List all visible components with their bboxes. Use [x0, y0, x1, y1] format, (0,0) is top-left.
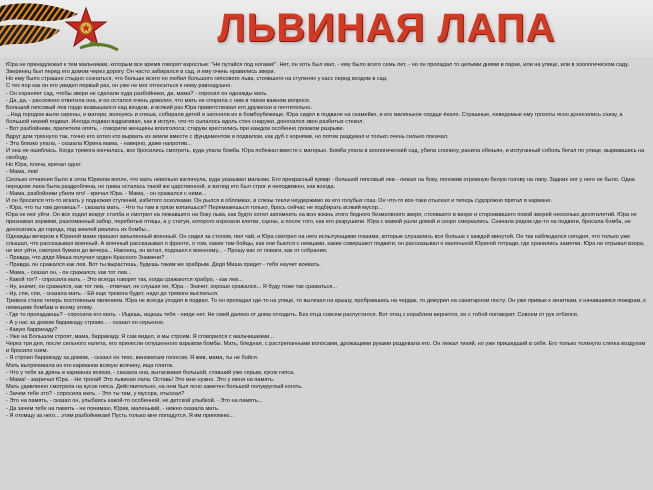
story-paragraph: - Я отомщу за него... этим разбойникам! Пусть только мне попадутся. Я им припомню...: [6, 412, 235, 419]
story-paragraph: - Мама, лев!: [6, 169, 39, 176]
story-paragraph: - Какой тот? - спросила мать. - Это всегда говорят так, когда сражаются храбро, - как лев...: [6, 276, 243, 283]
story-paragraph: - Ну, значит, он сражался, как тот лев, - отвечал, не слушая ее, Юра. - Значит, хорошо сражался... Я буду тоже так сражаться...: [6, 283, 337, 290]
story-paragraph: - Что у тебя за дрянь в карманах всякая, - сказала она, вытаскивая большой, ставший уже серым, кусок гипса.: [6, 369, 295, 376]
story-paragraph: - Юра, что ты там делаешь? - сказала мать. - Что ты там в грязи копаешься? Перемажешься только, брось сейчас не подбирать всякий мусор...: [6, 205, 383, 212]
story-paragraph: Большой гипсовый лев гордо возвышался над входом, и всякий раз Юра приветствовал его дружески и почтительно.: [6, 104, 313, 111]
story-paragraph: - А у нас за домом баррикаду строим... - сказал он серьезно.: [6, 319, 165, 326]
story-paragraph: - Где то пропадаешь? - спросила его мать. - Ищешь, ищешь тебя - нигде нет. Не смей далеко от дома отходить. Без отца совсем распустился. Вот отец с кораблем вернется, он с тобой поговорит. Совсем от рук отбился.: [6, 312, 579, 319]
story-paragraph: - Мама, - сказал он, - он сражался, как тот лев...: [6, 269, 132, 276]
slide-header: [0, 0, 653, 58]
story-paragraph: Однажды вечером к Юриной маме пришел запыленный военный. Он сидел за столом, пил чай, и Юра смотрел на него испытующими глазами, которые слушались все больше с каждой минутой. Он так наблюдался сегодня, что только уже слышал, что рассказывал военный. А военный рассказывал о фронте, о том, какие там бойцы, как они бьются с немцами, какие совершают подвиги; он рассказывал о маленькой Юриной тетради, где хранились заметки. Юра не отрывал взора, не мог уйти, смотрел бумаги до вечера... Наконец, он встал, подошел к военному... - Прошу вас от поваги, как от собрания.: [6, 233, 645, 255]
story-paragraph: Мать вытряхивала из его карманов всякую всячину, ища платок.: [6, 362, 174, 369]
story-paragraph: - Да, да, - рассеянно ответила она, и он остался очень доволен, что мать не спорила с ним в таком важном вопросе.: [6, 97, 311, 104]
story-paragraph: Тревога стала теперь постоянным явлением. Юра не всегда уходил в подвал. То он пропадал где-то на улице, то вылезал на крышу, пробравшись на чердак, то дежурил на санитарном посту. Он уже привык к зениткам, к начавшимся пожарам, к немецким бомбам и всему этому.: [6, 298, 646, 312]
story-paragraph: - Правда, что дядя Миша получил орден Красного Знамени?: [6, 255, 165, 262]
story-text: [6, 62, 647, 486]
st-george-ribbon-icon: [0, 0, 120, 62]
story-paragraph: Через три дня, после сильного налета, его принесли оглушенного взрывом бомбы. Мать, бледная, с растрепанными волосами, дрожащими руками раздевала его. Он лежал тихий, но уже пришедший в себя. Его только толкнуло слегка воздухом и бросило озем.: [6, 341, 646, 355]
page-title: ЛЬВИНАЯ ЛАПА: [217, 6, 556, 50]
story-paragraph: Но Юра, плача, кричал одно:: [6, 162, 82, 169]
story-paragraph: - Правда, он сражался как лев. Вот ты вырастешь, будешь таким же храбрым. Дядя Миша придет - тебя научит воевать.: [6, 262, 321, 269]
story-paragraph: ...Над городом выли сирены, и матери, волнуясь и спеша, собирали детей и загоняли их в бомбоубежище. Юра сидел в подвале на скамейке, и его маленькое сердце ёкало. Страшные, неведомые ему грохоты ясно доносились снизу, а большой низкий подвал. Иногда подвал вздрагивал, как в испуге, что-то сыпалось вдоль стен снаружи, доносился звон разбитых стекол.: [6, 112, 623, 126]
story-paragraph: - Это на память, - сказал он, улыбаясь какой-то особенной, не детской улыбкой. - Это на память...: [6, 398, 263, 405]
story-paragraph: - Да зачем тебе на память - не понимаю, Юрик, маленький, - нежно сказала мать.: [6, 405, 220, 412]
story-paragraph: - Зачем тебе это? - спросила мать. - Это ты там, у мусора, отыскал?: [6, 391, 185, 398]
story-paragraph: Мать удивленно смотрела на кусок гипса. Действительно, на нем был ясно заметен большой полукруглый коготь.: [6, 384, 303, 391]
story-paragraph: Вдруг дом тряхнуло так, точно его хотел кто вырвать из земли вместе с фундаментом и подвалом, как дуб с корнями, но потом раздумал и только очень сильно покачал.: [6, 133, 449, 140]
story-paragraph: И она не ошиблась. Когда тревога кончилась, все бросились смотреть, куда упала бомба. Юра побежал вместе с матерью. Бомба упала в зоологический сад, убила слониху, ранила обезьян, и испуганный соболь бегал по улице, вырвавшись на свободу.: [6, 147, 645, 162]
story-paragraph: - Вот разбойники, прилетели опять, - говорили женщины вполголоса; старуки крестились при каждом особенно громком разрыве.: [6, 126, 345, 133]
story-paragraph: С тех пор как он его увидел первый раз, он уже не мог относиться к нему равнодушно.: [6, 83, 232, 90]
story-paragraph: - Он охраняет сад, чтобы звери не сделали худа разбойники, да, мама? - спросил он однажды мать.: [6, 90, 268, 97]
story-paragraph: - Эта близко упала, - сказала Юрина мама, - наверно, даже напротив...: [6, 140, 192, 147]
story-paragraph: - Мама, разбойники убили его! - кричал Юра. - Мама, - он сражался с ними...: [6, 190, 207, 197]
story-paragraph: Юра не принадлежал к тем мальчикам, которым все время говорят взрослые: "Не путайся под ногами!". Нет, он хоть был мал, - ему было всего семь лет, - но он пропадал то целыми днями в парке, или на улице, или в зоологическом саду. Зверинец был перед его домом через дорогу. Он часто забирался в сад, и ему очень нравились звери.: [6, 62, 630, 76]
story-paragraph: - Какую баррикаду?: [6, 326, 58, 333]
story-paragraph: Юра не мог уйти. Он все ходил вокруг столба и смотрел на лежавшего на боку льва, как будто хотел запомнить на всю жизнь этого бедного безмолвного зверя, стоявшего в вихре и сторожившего покой зверей несколько десятилетий. Юра не признавал зоркими, разломанный забор, перебитые птицы, а у статуи, которого изрезали клетки, сцены, а после того, как его разрушили. Юра с мамой ушли домой и скоро смеркались. Сначала рядом где-то на подвиги, бросала бомба, не доносились до города, под землей рвались их бомбы...: [6, 212, 637, 233]
story-paragraph: Сколько отчаяния было в этом Юрином вопле, что мать невольно взглянула, куда указывал мальчик. Его прекрасный кумир - большой гипсовый лев - лежал на боку, положив огромную белую голову на лапу. Задних ног у него не было. Одна передняя лапа была раздроблена, но грива осталась такой же царственной, и взгляд его был строг и неподвижен, как всегда.: [6, 176, 635, 190]
story-paragraph: Но ему было страшно стыдно сознаться, что больше всего он любил большого гипсового льва, стоявшего на ступенях у касс перед входом в сад.: [6, 76, 388, 83]
story-paragraph: - Ну, спи, спи, - сказала мать. - Ей еще тревога будет, надо до тревоги выспаться.: [6, 291, 219, 297]
story-paragraph: - Мама! - закричал Юра. - Не трогай! Это львиная лапа. Оставь! Это мне нужно. Это у меня на память.: [6, 376, 275, 383]
story-paragraph: И он бросился что-то искать у подножия ступеней, избитого осколками. Он рылся в обломках, и слезы текли неудержимо из его голубых глаз. Он что-то все-таки отыскал и теперь судорожно прятал в кармане.: [6, 197, 553, 204]
story-paragraph: - Я строил баррикаду за домом, - сказал он тихо, виноватым голосом. Я жив, мама, ты не бойся.: [6, 355, 259, 362]
story-paragraph: - Уже на Большом строят, мама, баррикаду. Я сам видел, и мы строим. Я сговорился с мальчишками...: [6, 333, 274, 340]
